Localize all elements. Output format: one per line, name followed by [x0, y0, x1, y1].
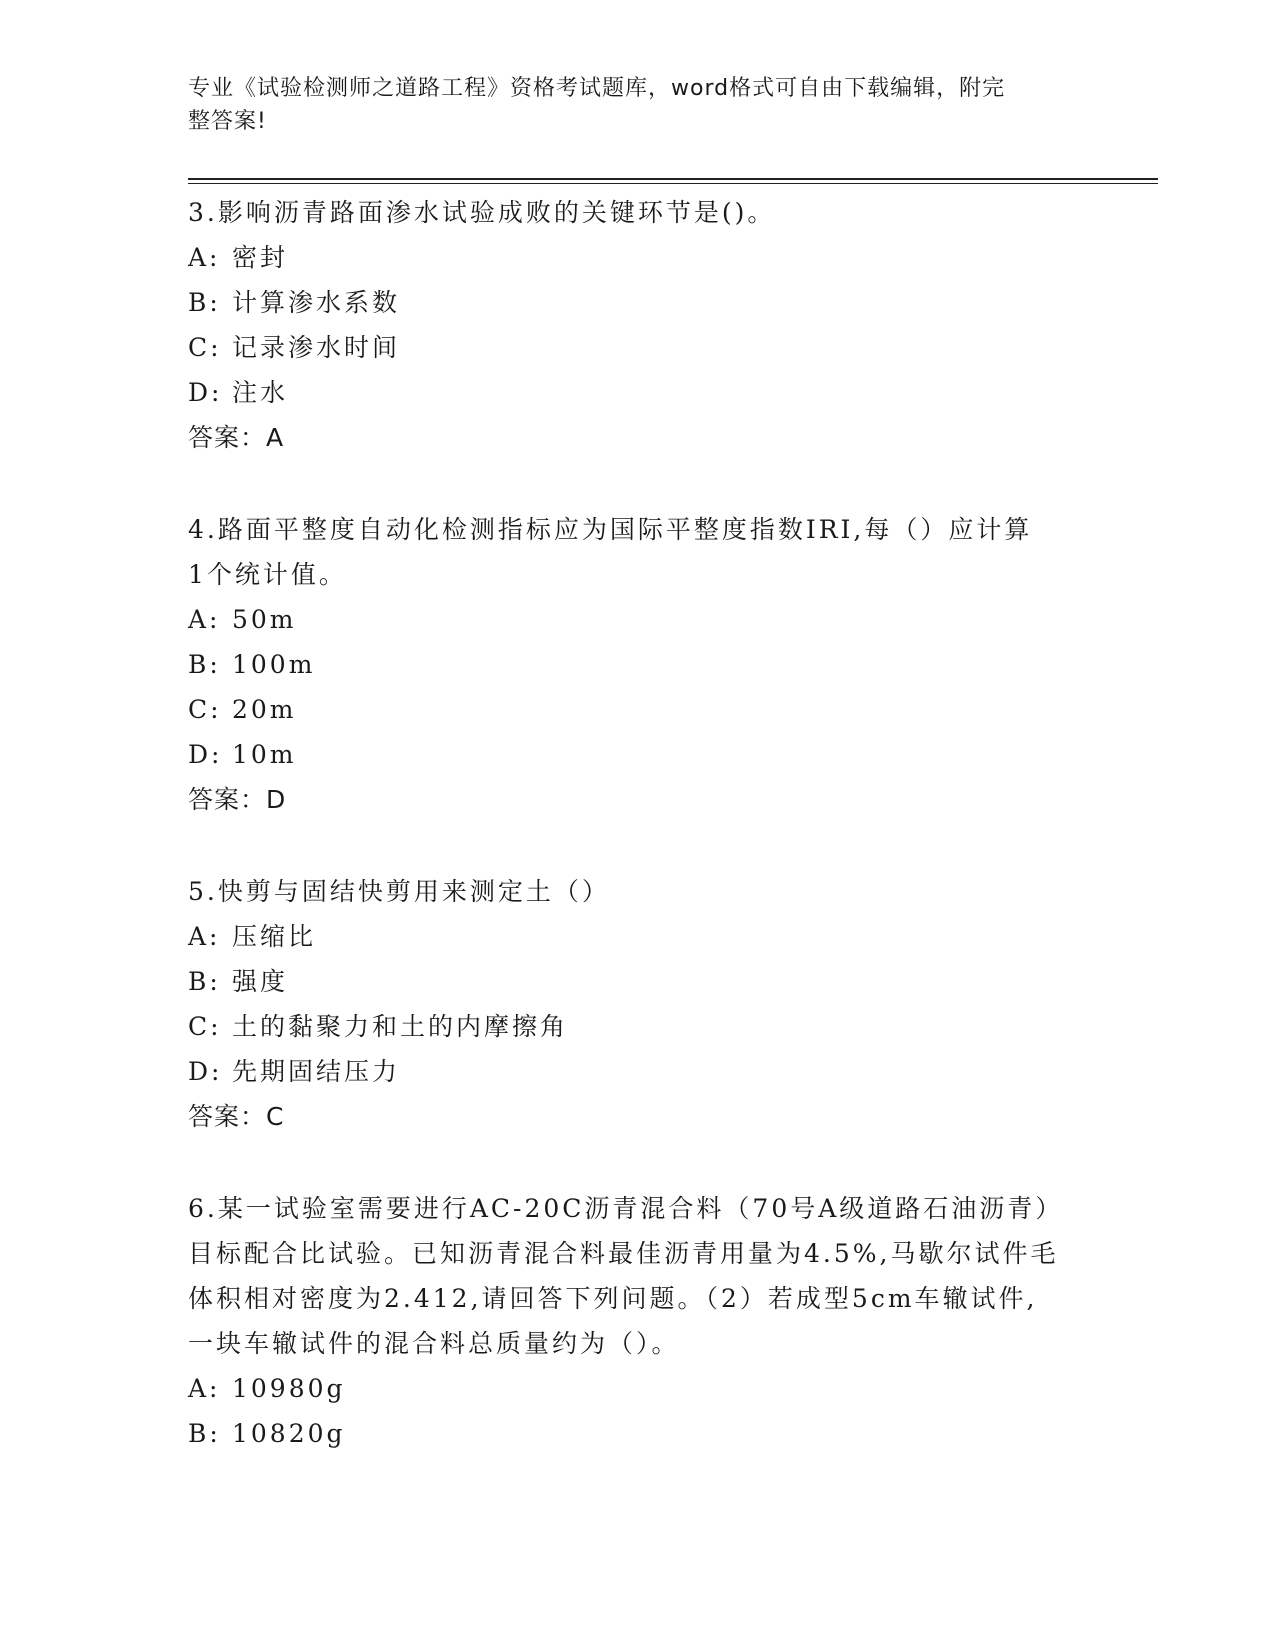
- question-option: [188, 687, 1088, 732]
- option-text: 压缩比: [232, 922, 317, 951]
- option-text: 20m: [232, 695, 297, 724]
- question-option: [188, 732, 1088, 777]
- option-text: 先期固结压力: [232, 1057, 401, 1086]
- header-divider-thin: [188, 183, 1158, 184]
- question-option: [188, 280, 1088, 325]
- option-key: B:: [188, 288, 221, 317]
- option-key: B:: [188, 967, 221, 996]
- option-key: D:: [188, 740, 223, 769]
- question-option: [188, 1411, 1088, 1456]
- question-item: [188, 190, 1088, 461]
- option-key: A:: [188, 1374, 221, 1403]
- question-option: [188, 1049, 1088, 1094]
- option-text: 100m: [232, 650, 316, 679]
- question-item: [188, 507, 1088, 823]
- question-option: [188, 959, 1088, 1004]
- option-text: 10820g: [232, 1419, 346, 1448]
- option-key: C:: [188, 1012, 222, 1041]
- option-text: 注水: [232, 378, 289, 407]
- question-stem-line: 一块车辙试件的混合料总质量约为（）。: [188, 1329, 680, 1358]
- header-line-2: 整答案!: [188, 109, 267, 134]
- question-option: [188, 235, 1088, 280]
- document-header: [188, 72, 1068, 138]
- question-option: [188, 325, 1088, 370]
- option-key: A:: [188, 243, 221, 272]
- question-option: [188, 1004, 1088, 1049]
- option-text: 计算渗水系数: [232, 288, 401, 317]
- question-option: [188, 597, 1088, 642]
- question-item: [188, 869, 1088, 1140]
- question-answer: 答案：D: [188, 785, 287, 814]
- question-option: [188, 642, 1088, 687]
- question-stem-line: 3.影响沥青路面渗水试验成败的关键环节是()。: [188, 198, 776, 227]
- option-text: 强度: [232, 967, 289, 996]
- question-answer: 答案：C: [188, 1102, 285, 1131]
- option-text: 10m: [232, 740, 297, 769]
- option-key: B:: [188, 650, 221, 679]
- header-line-1: 专业《试验检测师之道路工程》资格考试题库，word格式可自由下载编辑，附完: [188, 76, 1006, 101]
- option-key: C:: [188, 333, 222, 362]
- option-key: A:: [188, 922, 221, 951]
- option-key: D:: [188, 1057, 223, 1086]
- question-option: [188, 1366, 1088, 1411]
- question-stem-line: 6.某一试验室需要进行AC-20C沥青混合料（70号A级道路石油沥青）: [188, 1194, 1064, 1223]
- question-stem-line: 4.路面平整度自动化检测指标应为国际平整度指数IRI,每（）应计算: [188, 515, 1033, 544]
- question-stem-line: 5.快剪与固结快剪用来测定土（）: [188, 877, 610, 906]
- option-text: 记录渗水时间: [232, 333, 401, 362]
- question-stem-line: 目标配合比试验。已知沥青混合料最佳沥青用量为4.5%,马歇尔试件毛: [188, 1239, 1059, 1268]
- option-text: 土的黏聚力和土的内摩擦角: [232, 1012, 569, 1041]
- option-key: D:: [188, 378, 223, 407]
- question-answer: 答案：A: [188, 423, 285, 452]
- question-list: [188, 190, 1088, 1502]
- question-item: [188, 1186, 1088, 1456]
- option-text: 密封: [232, 243, 289, 272]
- question-stem-line: 1个统计值。: [188, 560, 347, 589]
- question-option: [188, 914, 1088, 959]
- option-text: 50m: [232, 605, 297, 634]
- question-option: [188, 370, 1088, 415]
- question-stem-line: 体积相对密度为2.412,请回答下列问题。（2）若成型5cm车辙试件,: [188, 1284, 1038, 1313]
- option-key: B:: [188, 1419, 221, 1448]
- option-text: 10980g: [232, 1374, 346, 1403]
- option-key: A:: [188, 605, 221, 634]
- option-key: C:: [188, 695, 222, 724]
- header-divider-thick: [188, 178, 1158, 180]
